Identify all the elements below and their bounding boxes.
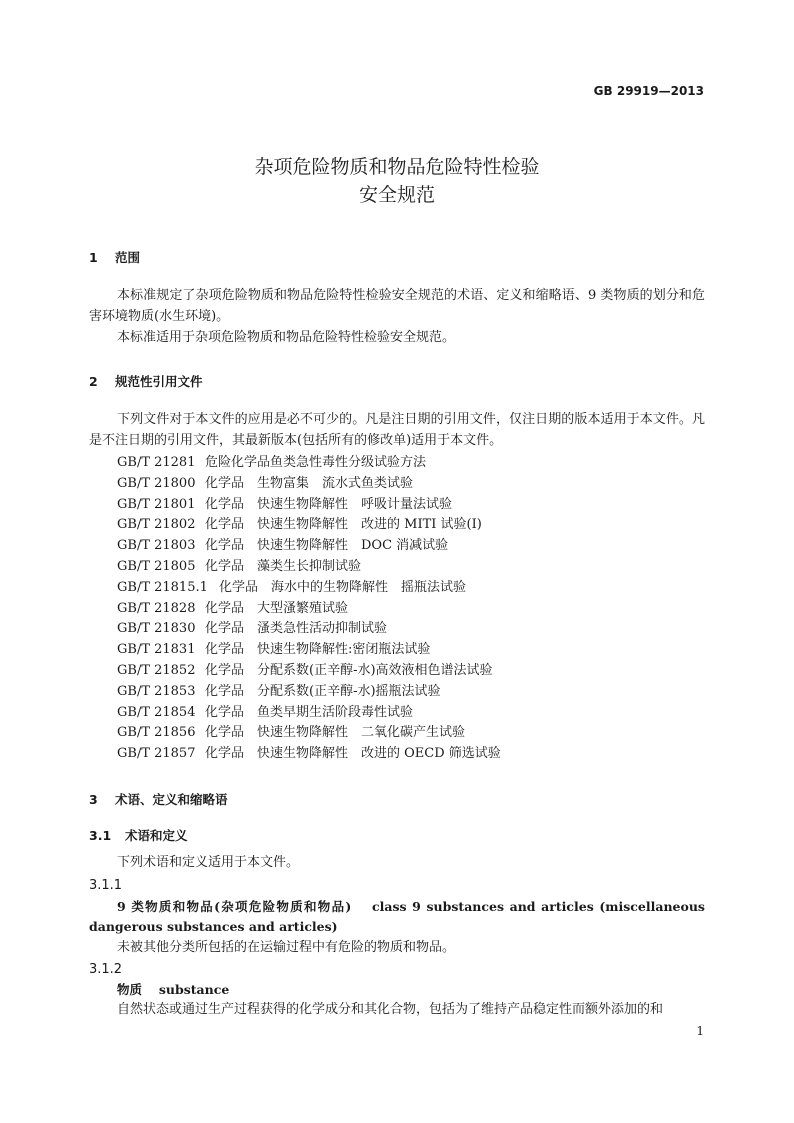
reference-title: 化学品 鱼类早期生活阶段毒性试验 [205, 704, 414, 720]
reference-title: 化学品 快速生物降解性 二氧化碳产生试验 [205, 725, 466, 741]
subsection-3-1-intro: 下列术语和定义适用于本文件。 [117, 855, 300, 870]
reference-item [117, 617, 387, 636]
page-number: 1 [696, 1024, 704, 1038]
reference-code: GB/T 21803 [117, 538, 196, 554]
term-english-name: substance [158, 982, 230, 997]
section-3-heading [89, 790, 228, 808]
reference-title: 化学品 分配系数(正辛醇-水)摇瓶法试验 [205, 683, 441, 699]
reference-title: 化学品 生物富集 流水式鱼类试验 [205, 475, 414, 491]
reference-item [117, 451, 426, 470]
document-title-line2: 安全规范 [358, 184, 435, 206]
term-3-1-1-heading [89, 897, 705, 937]
reference-title: 化学品 快速生物降解性:密闭瓶法试验 [205, 642, 431, 658]
reference-code: GB/T 21800 [117, 475, 196, 491]
reference-item [117, 513, 482, 532]
section-number: 2 [89, 374, 98, 389]
reference-item [117, 576, 466, 595]
section-1-heading [89, 248, 140, 266]
reference-code: GB/T 21831 [117, 642, 196, 658]
section-2-heading [89, 372, 203, 390]
section-title: 术语、定义和缩略语 [115, 792, 228, 807]
reference-item [117, 638, 430, 657]
reference-item [117, 721, 465, 740]
reference-item [117, 680, 441, 699]
reference-item [117, 701, 413, 720]
term-3-1-1-number: 3.1.1 [89, 878, 123, 893]
reference-title: 化学品 快速生物降解性 DOC 消减试验 [205, 538, 449, 554]
reference-item [117, 597, 348, 616]
section-title: 范围 [115, 250, 141, 265]
reference-title: 化学品 快速生物降解性 呼吸计量法试验 [205, 496, 453, 512]
section-1-paragraph-scope: 本标准规定了杂项危险物质和物品危险特性检验安全规范的术语、定义和缩略语、9 类物质的划分和危害环境物质(水生环境)。 [89, 288, 705, 324]
reference-title: 化学品 分配系数(正辛醇-水)高效液相色谱法试验 [205, 663, 493, 678]
reference-item [117, 534, 448, 553]
section-1-paragraph-applicability: 本标准适用于杂项危险物质和物品危险特性检验安全规范。 [117, 330, 456, 345]
reference-code: GB/T 21853 [117, 683, 196, 699]
reference-title: 化学品 溞类急性活动抑制试验 [205, 621, 388, 637]
document-title-line1: 杂项危险物质和物品危险特性检验 [254, 156, 540, 178]
reference-code: GB/T 21805 [117, 559, 196, 574]
reference-code: GB/T 21852 [117, 663, 196, 678]
subsection-3-1-heading [89, 826, 188, 844]
term-3-1-1-definition: 未被其他分类所包括的在运输过程中有危险的物质和物品。 [117, 940, 456, 955]
reference-code: GB/T 21828 [117, 600, 196, 616]
section-2-intro: 下列文件对于本文件的应用是必不可少的。凡是注日期的引用文件，仅注日期的版本适用于本文件。凡是不注日期的引用文件，其最新版本(包括所有的修改单)适用于本文件。 [89, 412, 705, 448]
reference-title: 化学品 快速生物降解性 改进的 OECD 筛选试验 [205, 746, 501, 762]
subsection-title: 术语和定义 [125, 828, 188, 843]
reference-code: GB/T 21801 [117, 496, 196, 512]
standard-number: GB 29919—2013 [593, 84, 704, 98]
term-chinese-name: 9 类物质和物品(杂项危险物质和物品) [117, 899, 352, 914]
reference-code: GB/T 21815.1 [117, 579, 208, 595]
reference-item [117, 493, 452, 512]
term-3-1-2-number: 3.1.2 [89, 962, 123, 977]
reference-title: 化学品 快速生物降解性 改进的 MITI 试验(Ⅰ) [205, 517, 482, 533]
term-chinese-name: 物质 [117, 982, 143, 997]
reference-code: GB/T 21857 [117, 746, 196, 762]
reference-item [117, 659, 493, 678]
reference-code: GB/T 21854 [117, 704, 196, 720]
section-title: 规范性引用文件 [115, 374, 203, 389]
term-3-1-2-heading [89, 980, 705, 1000]
reference-title: 化学品 大型溞繁殖试验 [205, 600, 349, 616]
reference-item [117, 742, 501, 761]
reference-code: GB/T 21830 [117, 621, 196, 637]
reference-code: GB/T 21856 [117, 725, 196, 741]
reference-title: 危险化学品鱼类急性毒性分级试验方法 [205, 455, 427, 470]
reference-title: 化学品 藻类生长抑制试验 [205, 559, 362, 574]
reference-item [117, 472, 413, 491]
term-3-1-2-definition: 自然状态或通过生产过程获得的化学成分和其化合物，包括为了维持产品稳定性而额外添加的和 [117, 1002, 664, 1017]
section-number: 1 [89, 250, 98, 265]
section-number: 3 [89, 792, 98, 807]
term-english-name: class 9 substances and articles (miscellaneous dangerous substances and articles) [89, 899, 705, 934]
reference-title: 化学品 海水中的生物降解性 摇瓶法试验 [219, 579, 467, 595]
reference-code: GB/T 21281 [117, 455, 196, 470]
reference-item [117, 555, 361, 574]
subsection-number: 3.1 [89, 828, 112, 843]
reference-code: GB/T 21802 [117, 517, 196, 533]
